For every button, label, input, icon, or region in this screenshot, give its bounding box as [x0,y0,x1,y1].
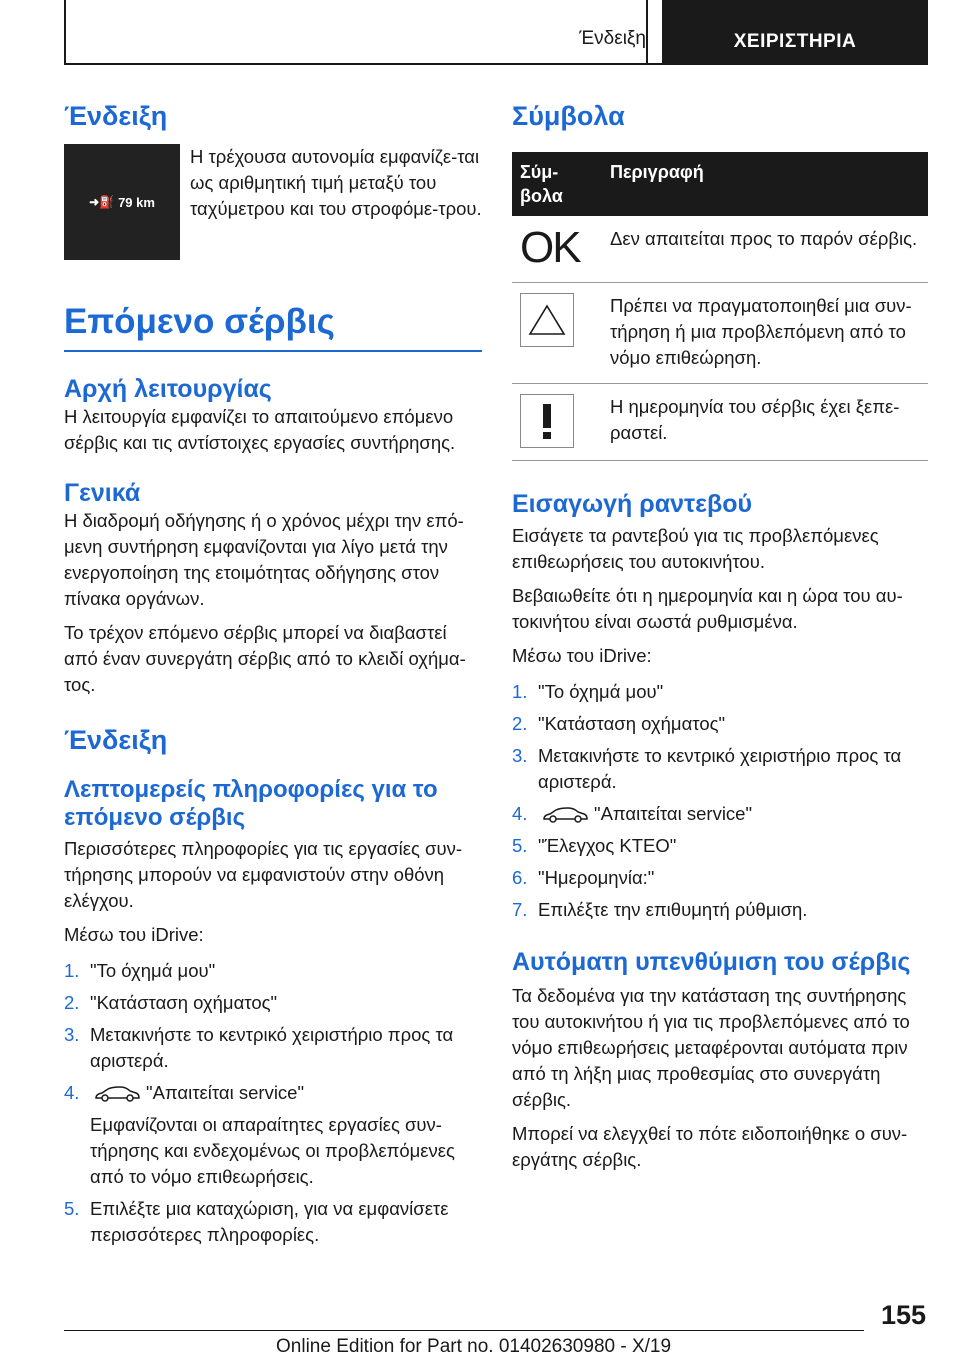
list-item: 3. Μετακινήστε το κεντρικό χειριστήριο προς τα αριστερά. [64,1024,454,1071]
auto-reminder-paragraph-2: Μπορεί να ελεγχθεί το πότε ειδοποιήθηκε ο συν‐εργάτης σέρβις. [512,1123,908,1170]
list-item: 5. "Έλεγχος ΚΤΕΟ" [512,835,677,856]
fuel-pump-icon: ➜⛽ [89,195,115,209]
symbols-table [512,152,928,461]
list-item: 5. Επιλέξτε μια καταχώριση, για να εμφανίσετε περισσότερες πληροφορίες. [64,1198,449,1245]
list-item: 3. Μετακινήστε το κεντρικό χειριστήριο προς τα αριστερά. [512,745,902,792]
header-chapter: ΧΕΙΡΙΣΤΗΡΙΑ [662,0,928,63]
section-title: Επόμενο σέρβις [64,300,482,352]
list-item: 1. "Το όχημά μου" [512,681,664,702]
display-row [64,144,482,260]
via-idrive: Μέσω του iDrive: [64,924,204,945]
step-note: Εμφανίζονται οι απαραίτητες εργασίες συν‐τήρησης και ενδεχομένως οι προβλεπόμενες από το νόμο επιθεωρήσεις. [90,1114,455,1187]
description-column-header: Περιγραφή [602,152,928,216]
list-item: 4. "Απαιτείται service" Εμφανίζονται οι απαραίτητες εργασίες συν‐τήρησης και ενδεχομένως οι προβλεπόμενες από το νόμο επιθεωρήσεις. [64,1080,482,1190]
list-item: 1. "Το όχημά μου" [64,960,216,981]
via-idrive: Μέσω του iDrive: [512,645,652,666]
header-frame [64,0,648,63]
symbol-column-header: Σύμ‐ βολα [512,152,602,216]
details-text: Περισσότερες πληροφορίες για τις εργασίες συν‐τήρησης μπορούν να εμφανιστούν στην οθόνη ελέγχου. [64,838,462,911]
auto-reminder-paragraph-1: Τα δεδομένα για την κατάσταση της συντήρησης του αυτοκινήτου ή για τις προβλεπόμενες από το νόμο επιθεωρήσεις μεταφέρονται αυτόματα πριν από τη λήξη μιας προθεσμίας στο συνεργάτη σέρβις. [512,985,910,1110]
row-description: Δεν απαιτείται προς το παρόν σέρβις. [602,216,928,283]
header-section: Ένδειξη [579,28,646,49]
car-icon [94,1086,140,1102]
table-row [512,283,928,384]
display-description: Η τρέχουσα αυτονομία εμφανίζε‐ται ως αριθμητική τιμή μεταξύ του ταχύμετρου και του στροφόμε‐τρου. [190,146,482,219]
list-item: 2. "Κατάσταση οχήματος" [64,992,278,1013]
appointment-paragraph-2: Βεβαιωθείτε ότι η ημερομηνία και η ώρα του αυ‐τοκινήτου είναι σωστά ρυθμισμένα. [512,585,903,632]
row-description: Πρέπει να πραγματοποιηθεί μια συν‐τήρηση ή μια προβλεπόμενη από το νόμο επιθεώρηση. [602,283,928,384]
row-description: Η ημερομηνία του σέρβις έχει ξεπε‐ραστεί. [602,384,928,461]
appointment-paragraph-1: Εισάγετε τα ραντεβού για τις προβλεπόμενες επιθεωρήσεις του αυτοκινήτου. [512,525,879,572]
list-item: 6. "Ημερομηνία:" [512,867,655,888]
list-item: 2. "Κατάσταση οχήματος" [512,713,726,734]
page-number: 155 [880,1300,926,1330]
appointment-heading: Εισαγωγή ραντεβού [512,490,753,518]
right-steps [512,679,928,923]
general-paragraph-2: Το τρέχον επόμενο σέρβις μπορεί να διαβαστεί από έναν συνεργάτη σέρβις από το κλειδί οχήμα‐τος. [64,622,466,695]
ok-icon: OK [520,223,580,272]
table-header-row [512,152,928,216]
general-paragraph-1: Η διαδρομή οδήγησης ή ο χρόνος μέχρι την επό‐μενη συντήρηση εμφανίζονται για λίγο μετά την ενεργοποίηση της ετοιμότητας οδήγησης στον πίνακα οργάνων. [64,510,464,609]
range-value: 79 km [118,194,155,210]
exclamation-icon [520,394,574,448]
display-heading: Ένδειξη [64,101,168,131]
list-item: 4. "Απαιτείται service" [512,803,753,824]
footer-rule [64,1330,864,1331]
table-row [512,384,928,461]
car-icon [542,807,588,823]
symbols-heading: Σύμβολα [512,101,625,131]
details-heading: Λεπτομερείς πληροφορίες για το επόμενο σέρβις [64,776,438,831]
warning-triangle-icon [520,293,574,347]
principle-text: Η λειτουργία εμφανίζει το απαιτούμενο επόμενο σέρβις και τις αντίστοιχες εργασίες συντήρησης. [64,406,456,453]
left-steps [64,958,482,1248]
general-heading: Γενικά [64,479,141,507]
display2-heading: Ένδειξη [64,725,168,755]
auto-reminder-heading: Αυτόματη υπενθύμιση του σέρβις [512,948,911,976]
left-column [64,100,482,1254]
list-item: 7. Επιλέξτε την επιθυμητή ρύθμιση. [512,899,808,920]
right-column [512,100,928,1173]
footer-edition: Online Edition for Part no. 01402630980 - X/19 [276,1336,672,1357]
table-row [512,216,928,283]
header-rule [64,63,928,65]
principle-heading: Αρχή λειτουργίας [64,375,272,403]
range-display-image [64,144,180,260]
